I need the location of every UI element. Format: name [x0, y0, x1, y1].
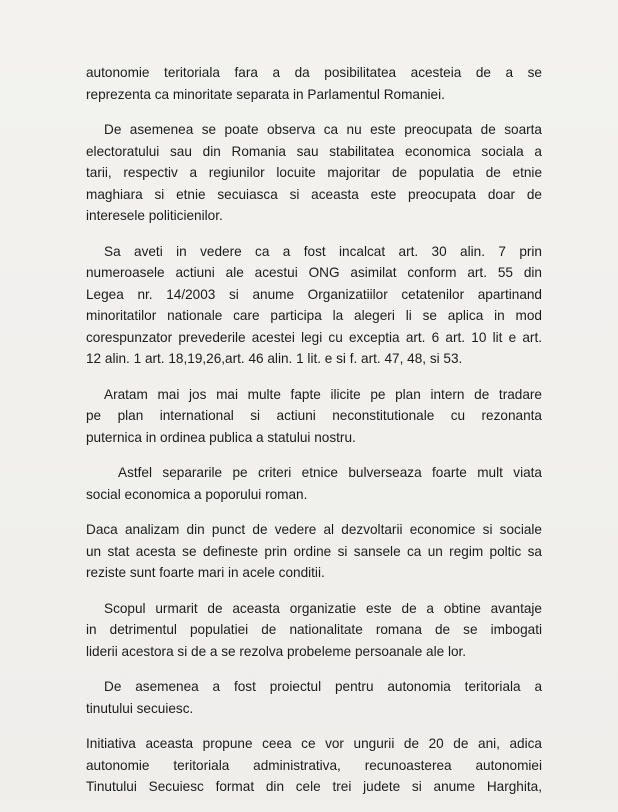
text-line: Tinutului Secuiesc format din cele trei judete si anume Harghita, [86, 779, 542, 794]
paragraph-6 [86, 519, 542, 584]
text-line: autonomie teritoriala administrativa, recunoasterea autonomiei [86, 757, 542, 773]
paragraph-5 [86, 462, 542, 505]
text-line: Aratam mai jos mai multe fapte ilicite pe plan intern de tradare [104, 386, 542, 402]
paragraph-7 [86, 598, 542, 663]
text-line: minoritatilor nationale care participa la alegeri li se aplica in mod [86, 308, 542, 323]
text-line: pe plan international si actiuni neconstitutionale cu rezonanta [86, 408, 542, 423]
text-line: un stat acesta se defineste prin ordine si sansele ca un regim poltic sa [86, 543, 542, 559]
paragraph-9 [86, 733, 542, 798]
text-line: Daca analizam din punct de vedere al dezvoltarii economice si sociale [86, 522, 542, 537]
text-line: Scopul urmarit de aceasta organizatie este de a obtine avantaje [104, 600, 542, 616]
text-line: numeroasele actiuni ale acestui ONG asimilat conform art. 55 din [86, 265, 542, 280]
text-line: reprezenta ca minoritate separata in Parlamentul Romaniei. [86, 86, 445, 102]
paragraph-1 [86, 62, 542, 105]
text-line: corespunzator prevederile acestei legi cu exceptia art. 6 art. 10 lit e art. [86, 329, 542, 345]
text-line: electoratului sau din Romania sau stabilitatea economica sociala a [86, 143, 542, 159]
text-line: tinutului secuiesc. [86, 700, 194, 716]
text-line: reziste sunt foarte mari in acele conditii. [86, 565, 325, 580]
paragraph-2 [86, 119, 542, 227]
text-line: puternica in ordinea publica a statului nostru. [86, 429, 356, 445]
text-line: De asemenea se poate observa ca nu este preocupata de soarta [104, 122, 542, 137]
document-body [86, 62, 542, 812]
text-line: liderii acestora si de a se rezolva probeleme persoanale ale lor. [86, 643, 467, 659]
text-line: in detrimentul populatiei de nationalitate romana de se imbogati [86, 622, 542, 637]
text-line: 12 alin. 1 art. 18,19,26,art. 46 alin. 1 lit. e si f. art. 47, 48, si 53. [86, 351, 463, 366]
text-line: Sa aveti in vedere ca a fost incalcat art. 30 alin. 7 prin [104, 243, 542, 259]
text-line: autonomie teritoriala fara a da posibilitatea acesteia de a se [86, 65, 542, 80]
paragraph-4 [86, 384, 542, 449]
text-line: Astfel separarile pe criteri etnice bulverseaza foarte mult viata [118, 465, 542, 480]
text-line: Legea nr. 14/2003 si anume Organizatiilor cetatenilor apartinand [86, 286, 542, 302]
text-line: social economica a poporului roman. [86, 486, 308, 502]
text-line: tarii, respectiv a regiunilor locuite majoritar de populatia de etnie [86, 165, 542, 180]
text-line: interesele politicienilor. [86, 208, 223, 223]
paragraph-8 [86, 676, 542, 719]
text-line: Initiativa aceasta propune ceea ce vor ungurii de 20 de ani, adica [86, 736, 542, 751]
paragraph-3 [86, 241, 542, 370]
text-line: maghiara si etnie secuiasca si aceasta este preocupata doar de [86, 186, 542, 202]
text-line: De asemenea a fost proiectul pentru autonomia teritoriala a [104, 679, 542, 694]
